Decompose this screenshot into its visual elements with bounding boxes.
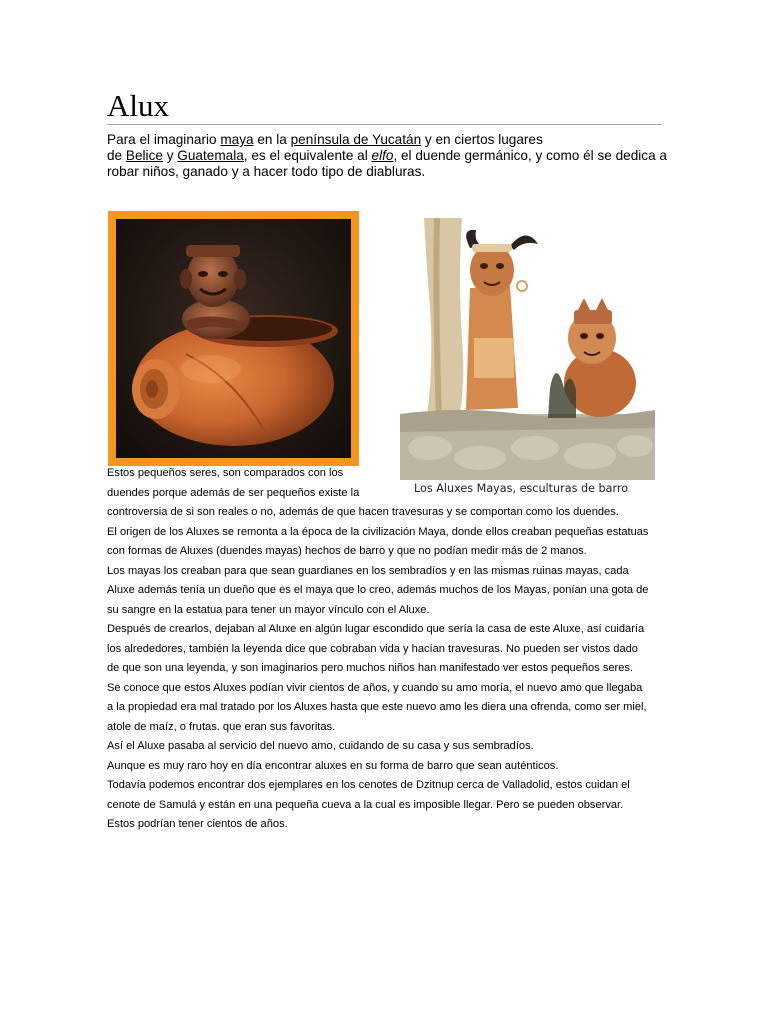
body-line: Así el Aluxe pasaba al servicio del nuevo amo, cuidando de su casa y sus sembradíos. xyxy=(107,740,534,752)
body-line: Después de crearlos, dejaban al Aluxe en algún lugar escondido que sería la casa de este Aluxe, así cuidaría xyxy=(107,623,645,635)
body-line: a la propiedad era mal tratado por los Aluxes hasta que este nuevo amo les diera una ofrenda, como ser miel, xyxy=(107,701,647,713)
body-line: con formas de Aluxes (duendes mayas) hechos de barro y que no podían medir más de 2 manos. xyxy=(107,545,587,557)
link-guatemala[interactable]: Guatemala xyxy=(177,148,244,163)
figure-caption: Los Aluxes Mayas, esculturas de barro xyxy=(414,482,629,495)
page-title: Alux xyxy=(107,88,169,123)
body-line: Aunque es muy raro hoy en día encontrar aluxes en su forma de barro que sean auténticos. xyxy=(107,759,559,772)
figure-clay-vessel-photo xyxy=(116,219,351,458)
body-line: Estos podrían tener cientos de años. xyxy=(107,818,288,830)
intro-text-7: , el duende germánico, y como él se dedica a xyxy=(393,148,667,163)
clay-vessel-illustration xyxy=(116,219,351,458)
intro-text-4: de xyxy=(107,148,126,163)
body-line: de que son una leyenda, y son imaginarios pero muchos niños han manifestado ver estos pequeños seres. xyxy=(107,662,634,674)
intro-text-1: Para el imaginario xyxy=(107,132,221,147)
title-divider xyxy=(107,124,662,125)
body-line: Todavía podemos encontrar dos ejemplares en los cenotes de Dzitnup cerca de Valladolid, estos cuidan el xyxy=(107,779,630,791)
intro-text-3: y en ciertos lugares xyxy=(421,132,543,147)
body-line: atole de maíz, o frutas. que eran sus favoritas. xyxy=(107,720,336,733)
body-line: Estos pequeños seres, son comparados con los xyxy=(107,467,344,479)
body-line: los alrededores, también la leyenda dice que cobraban vida y hacían travesuras. No pueden ser vistos dado xyxy=(107,642,638,655)
intro-text-5: y xyxy=(162,148,178,163)
link-peninsula-yucatan[interactable]: península de Yucatán xyxy=(290,132,422,147)
body-line: cenote de Samulá y están en una pequeña cueva a la cual es imposible llegar. Pero se pueden observar. xyxy=(107,798,624,811)
body-line: Se conoce que estos Aluxes podían vivir cientos de años, y cuando su amo moría, el nuevo amo que llegaba xyxy=(107,681,643,694)
aluxes-illustration xyxy=(400,218,655,480)
body-line: Los mayas los creaban para que sean guardianes en los sembradíos y en las mismas ruinas mayas, cada xyxy=(107,564,629,577)
body-line: su sangre en la estatua para tener un mayor vínculo con el Aluxe. xyxy=(107,603,430,616)
intro-text-6: , es el equivalente al xyxy=(243,148,372,163)
link-maya[interactable]: maya xyxy=(220,132,254,147)
figure-clay-vessel xyxy=(108,211,359,466)
body-line: controversia de si son reales o no, además de que hacen travesuras y se comportan como los duendes. xyxy=(107,506,619,518)
link-elfo[interactable]: elfo xyxy=(371,148,394,163)
intro-text-2: en la xyxy=(253,132,291,147)
link-belice[interactable]: Belice xyxy=(125,148,163,163)
figure-aluxes-sculptures xyxy=(400,218,655,480)
body-line: Aluxe además tenía un dueño que es el maya que lo creo, además muchos de los Mayas, ponían una gota de xyxy=(107,584,649,596)
intro-text-8: robar niños, ganado y a hacer todo tipo de diabluras. xyxy=(107,164,426,179)
body-line: El origen de los Aluxes se remonta a la época de la civilización Maya, donde ellos creaban pequeñas estatuas xyxy=(107,525,649,538)
intro-paragraph xyxy=(107,132,667,180)
article-body xyxy=(107,464,667,835)
body-line: duendes porque además de ser pequeños existe la xyxy=(107,486,360,499)
